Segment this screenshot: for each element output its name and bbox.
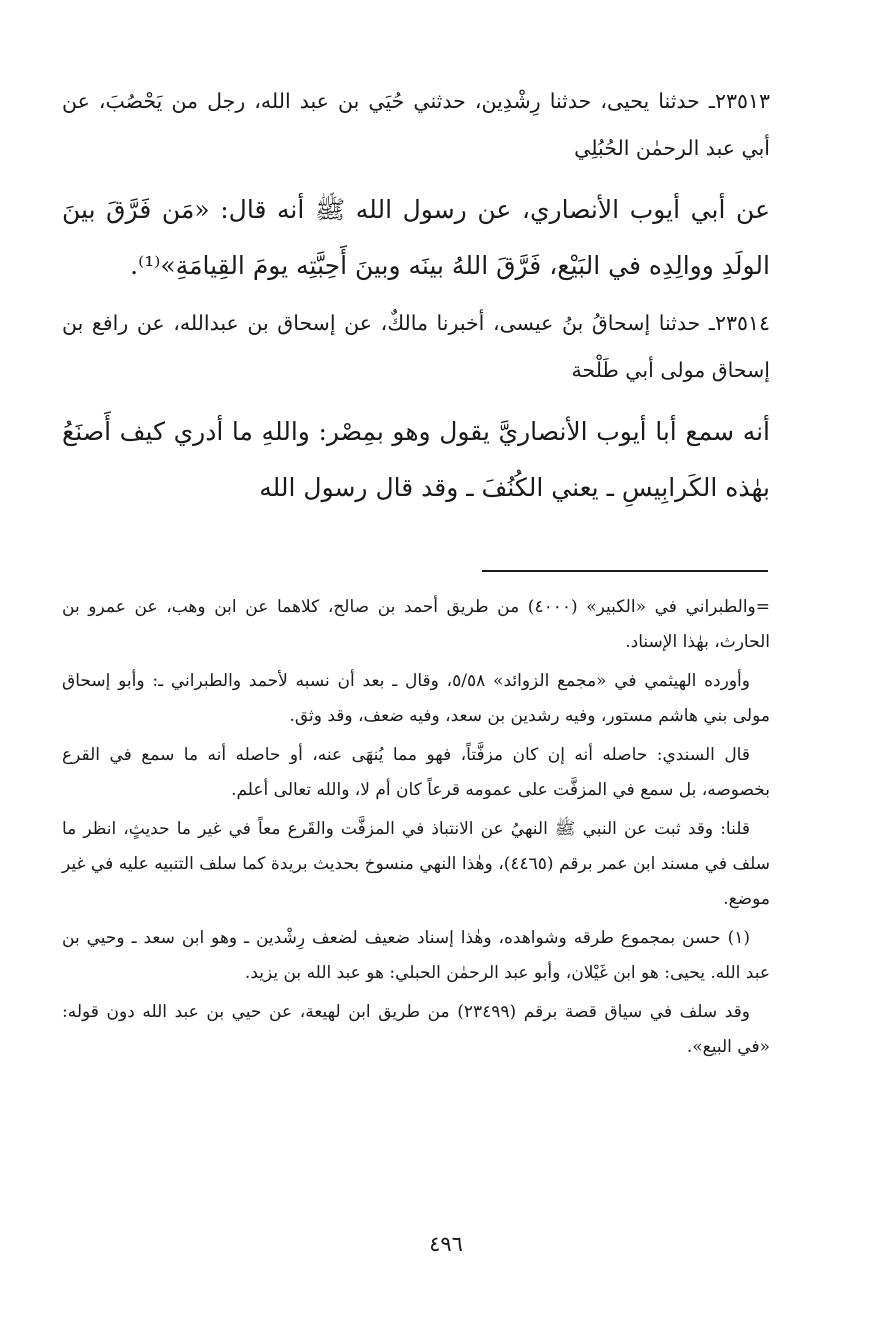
hadith-23513-matn: عن أبي أيوب الأنصاري، عن رسول الله ﷺ أنه قال: «مَن فَرَّقَ بينَ الولَدِ ووالِدِه في البَيْع، فَرَّقَ اللهُ بينَه وبينَ أَحِبَّتِه يومَ القِيامَةِ»⁽¹⁾. (62, 195, 770, 280)
footnote-divider (482, 570, 768, 572)
footnotes (62, 590, 770, 1069)
footnote-paragraph: قلنا: وقد ثبت عن النبي ﷺ النهيُ عن الانتباذ في المزفَّت والقَرع معاً في غير ما حديثٍ، انظر ما سلف في مسند ابن عمر برقم (٤٤٦٥)، وهٰذا النهي منسوخ بحديث بريدة كما سلف التنبيه عليه في غير موضع. (62, 819, 771, 909)
page-number: ٤٩٦ (429, 1232, 463, 1256)
footnote-paragraph: وأورده الهيثمي في «مجمع الزوائد» ٥/٥٨، وقال ـ بعد أن نسبه لأحمد والطبراني ـ: وأبو إسحاق مولى بني هاشم مستور، وفيه رشدين بن سعد، وفيه ضعف، وقد وثق. (62, 671, 770, 726)
footnote-paragraph: قال السندي: حاصله أنه إن كان مزفَّتاً، فهو مما يُنهَى عنه، أو حاصله أنه ما سمع في القرع بخصوصه، بل سمع في المزفَّت على عمومه قرعاً كان أم لا، والله تعالى أعلم. (62, 745, 770, 800)
footnote-continuation: =والطبراني في «الكبير» (٤٠٠٠) من طريق أحمد بن صالح، كلاهما عن ابن وهب، عن عمرو بن الحارث، بهٰذا الإسناد. (62, 597, 770, 652)
hadith-23514-isnad: ٢٣٥١٤ـ حدثنا إسحاقُ بنُ عيسى، أخبرنا مالكٌ، عن إسحاق بن عبدالله، عن رافع بن إسحاق مولى أبي طَلْحة (62, 311, 770, 382)
footnote-paragraph: وقد سلف في سياق قصة برقم (٢٣٤٩٩) من طريق ابن لهيعة، عن حيي بن عبد الله دون قوله: «في البيع». (62, 1002, 770, 1057)
hadith-23514-matn: أنه سمع أبا أيوب الأنصاريَّ يقول وهو بمِصْر: واللهِ ما أدري كيف أَصنَعُ بهٰذه الكَرابِيسِ ـ يعني الكُنُفَ ـ وقد قال رسول الله (62, 417, 770, 502)
footnote-1: (١) حسن بمجموع طرقه وشواهده، وهٰذا إسناد ضعيف لضعف رِشْدين ـ وهو ابن سعد ـ وحيي بن عبد الله. يحيى: هو ابن غَيْلان، وأبو عبد الرحمٰن الحبلي: هو عبد الله بن يزيد. (62, 928, 770, 983)
hadith-23513-isnad: ٢٣٥١٣ـ حدثنا يحيى، حدثنا رِشْدِين، حدثني حُيَي بن عبد الله، رجل من يَحْصُبَ، عن أبي عبد الرحمٰن الحُبُلِي (62, 89, 770, 160)
main-text (62, 78, 770, 522)
